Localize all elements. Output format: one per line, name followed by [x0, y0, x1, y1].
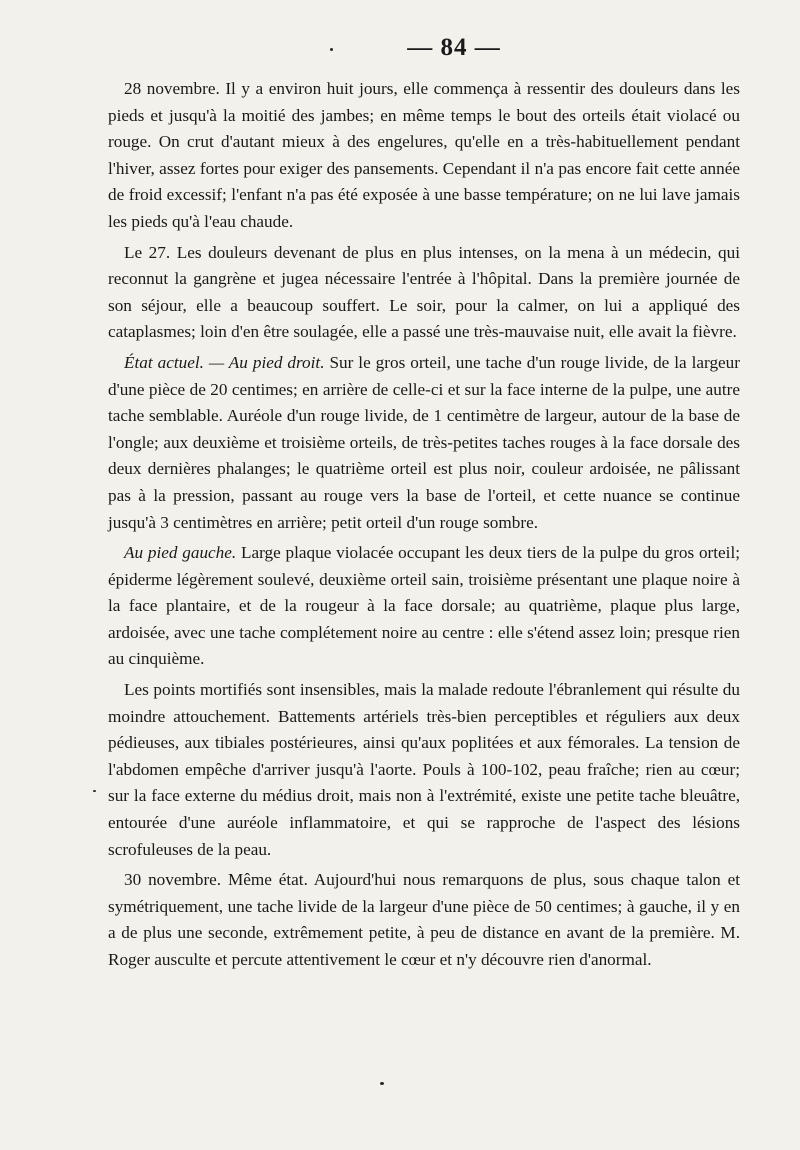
paragraph-3-text: Sur le gros orteil, une tache d'un rouge livide, de la largeur d'une pièce de 20 centimes; en arrière de celle-ci et sur la face interne de la pulpe, une autre tache semblable. Auréole d'un rouge livide, de 1 centimètre de largeur, autour de la base de l'ongle; aux deuxième et troisième orteils, de très-petites taches rouges à la face dorsale des deux dernières phalanges; le quatrième orteil est plus noir, couleur ardoisée, ne pâlissant pas à la pression, passant au rouge vers la base de l'orteil, et cette nuance se continue jusqu'à 3 centimètres en arrière; petit orteil d'un rouge sombre.	[108, 352, 741, 532]
paragraph-3-lead: État actuel. — Au pied droit.	[124, 352, 325, 372]
scan-speck	[380, 1082, 384, 1085]
paragraph-6-text: 30 novembre. Même état. Aujourd'hui nous remarquons de plus, sous chaque talon et symétriquement, une tache livide de la largeur d'une pièce de 50 centimes; à gauche, il y en a de plus une seconde, extrêmement petite, à peu de distance en avant de la première. M. Roger ausculte et percute attentivement le cœur et n'y découvre rien d'anormal.	[108, 870, 740, 969]
scan-speck	[93, 790, 96, 792]
paragraph-5-text: Les points mortifiés sont insensibles, mais la malade redoute l'ébranlement qui résulte du moindre attouchement. Battements artériels très-bien perceptibles et réguliers aux deux pédieuses, aux tibiales postérieures, ainsi qu'aux poplitées et aux fémorales. La tension de l'abdomen empêche d'arriver jusqu'à l'aorte. Pouls à 100-102, peau fraîche; rien au cœur; sur la face externe du médius droit, mais non à l'extrémité, existe une petite tache bleuâtre, entourée d'une auréole inflammatoire, et qui se rapproche de l'aspect des lésions scrofuleuses de la peau.	[108, 680, 740, 859]
paragraph-1	[108, 76, 740, 236]
paragraph-5	[108, 677, 740, 863]
paragraph-3	[108, 350, 740, 536]
paragraph-4-text: Large plaque violacée occupant les deux tiers de la pulpe du gros orteil; épiderme légèrement soulevé, deuxième orteil sain, troisième présentant une plaque noire à la face plantaire, et de la rougeur à la face dorsale; au quatrième, plaque plus large, ardoisée, avec une tache complétement noire au centre : elle s'étend assez loin; presque rien au cinquième.	[108, 543, 740, 669]
scan-speck	[330, 48, 333, 51]
page-number: — 84 —	[407, 34, 501, 61]
paragraph-2	[108, 240, 740, 346]
paragraph-2-text: Le 27. Les douleurs devenant de plus en plus intenses, on la mena à un médecin, qui reconnut la gangrène et jugea nécessaire l'entrée à l'hôpital. Dans la première journée de son séjour, elle a beaucoup souffert. Le soir, pour la calmer, on lui a appliqué des cataplasmes; loin d'en être soulagée, elle a passé une très-mauvaise nuit, elle avait la fièvre.	[108, 242, 740, 342]
paragraph-4	[108, 540, 740, 673]
paragraph-6	[108, 867, 740, 973]
paragraph-1-text: 28 novembre. Il y a environ huit jours, elle commença à ressentir des douleurs dans les pieds et jusqu'à la moitié des jambes; en même temps le bout des orteils était violacé ou rouge. On crut d'autant mieux à des engelures, qu'elle en a très-habituellement pendant l'hiver, assez fortes pour exiger des pansements. Cependant il n'a pas encore fait cette année de froid excessif; l'enfant n'a pas été exposée à une basse température; on ne lui lave jamais les pieds qu'à l'eau chaude.	[108, 79, 740, 231]
paragraph-4-lead: Au pied gauche.	[124, 543, 237, 563]
